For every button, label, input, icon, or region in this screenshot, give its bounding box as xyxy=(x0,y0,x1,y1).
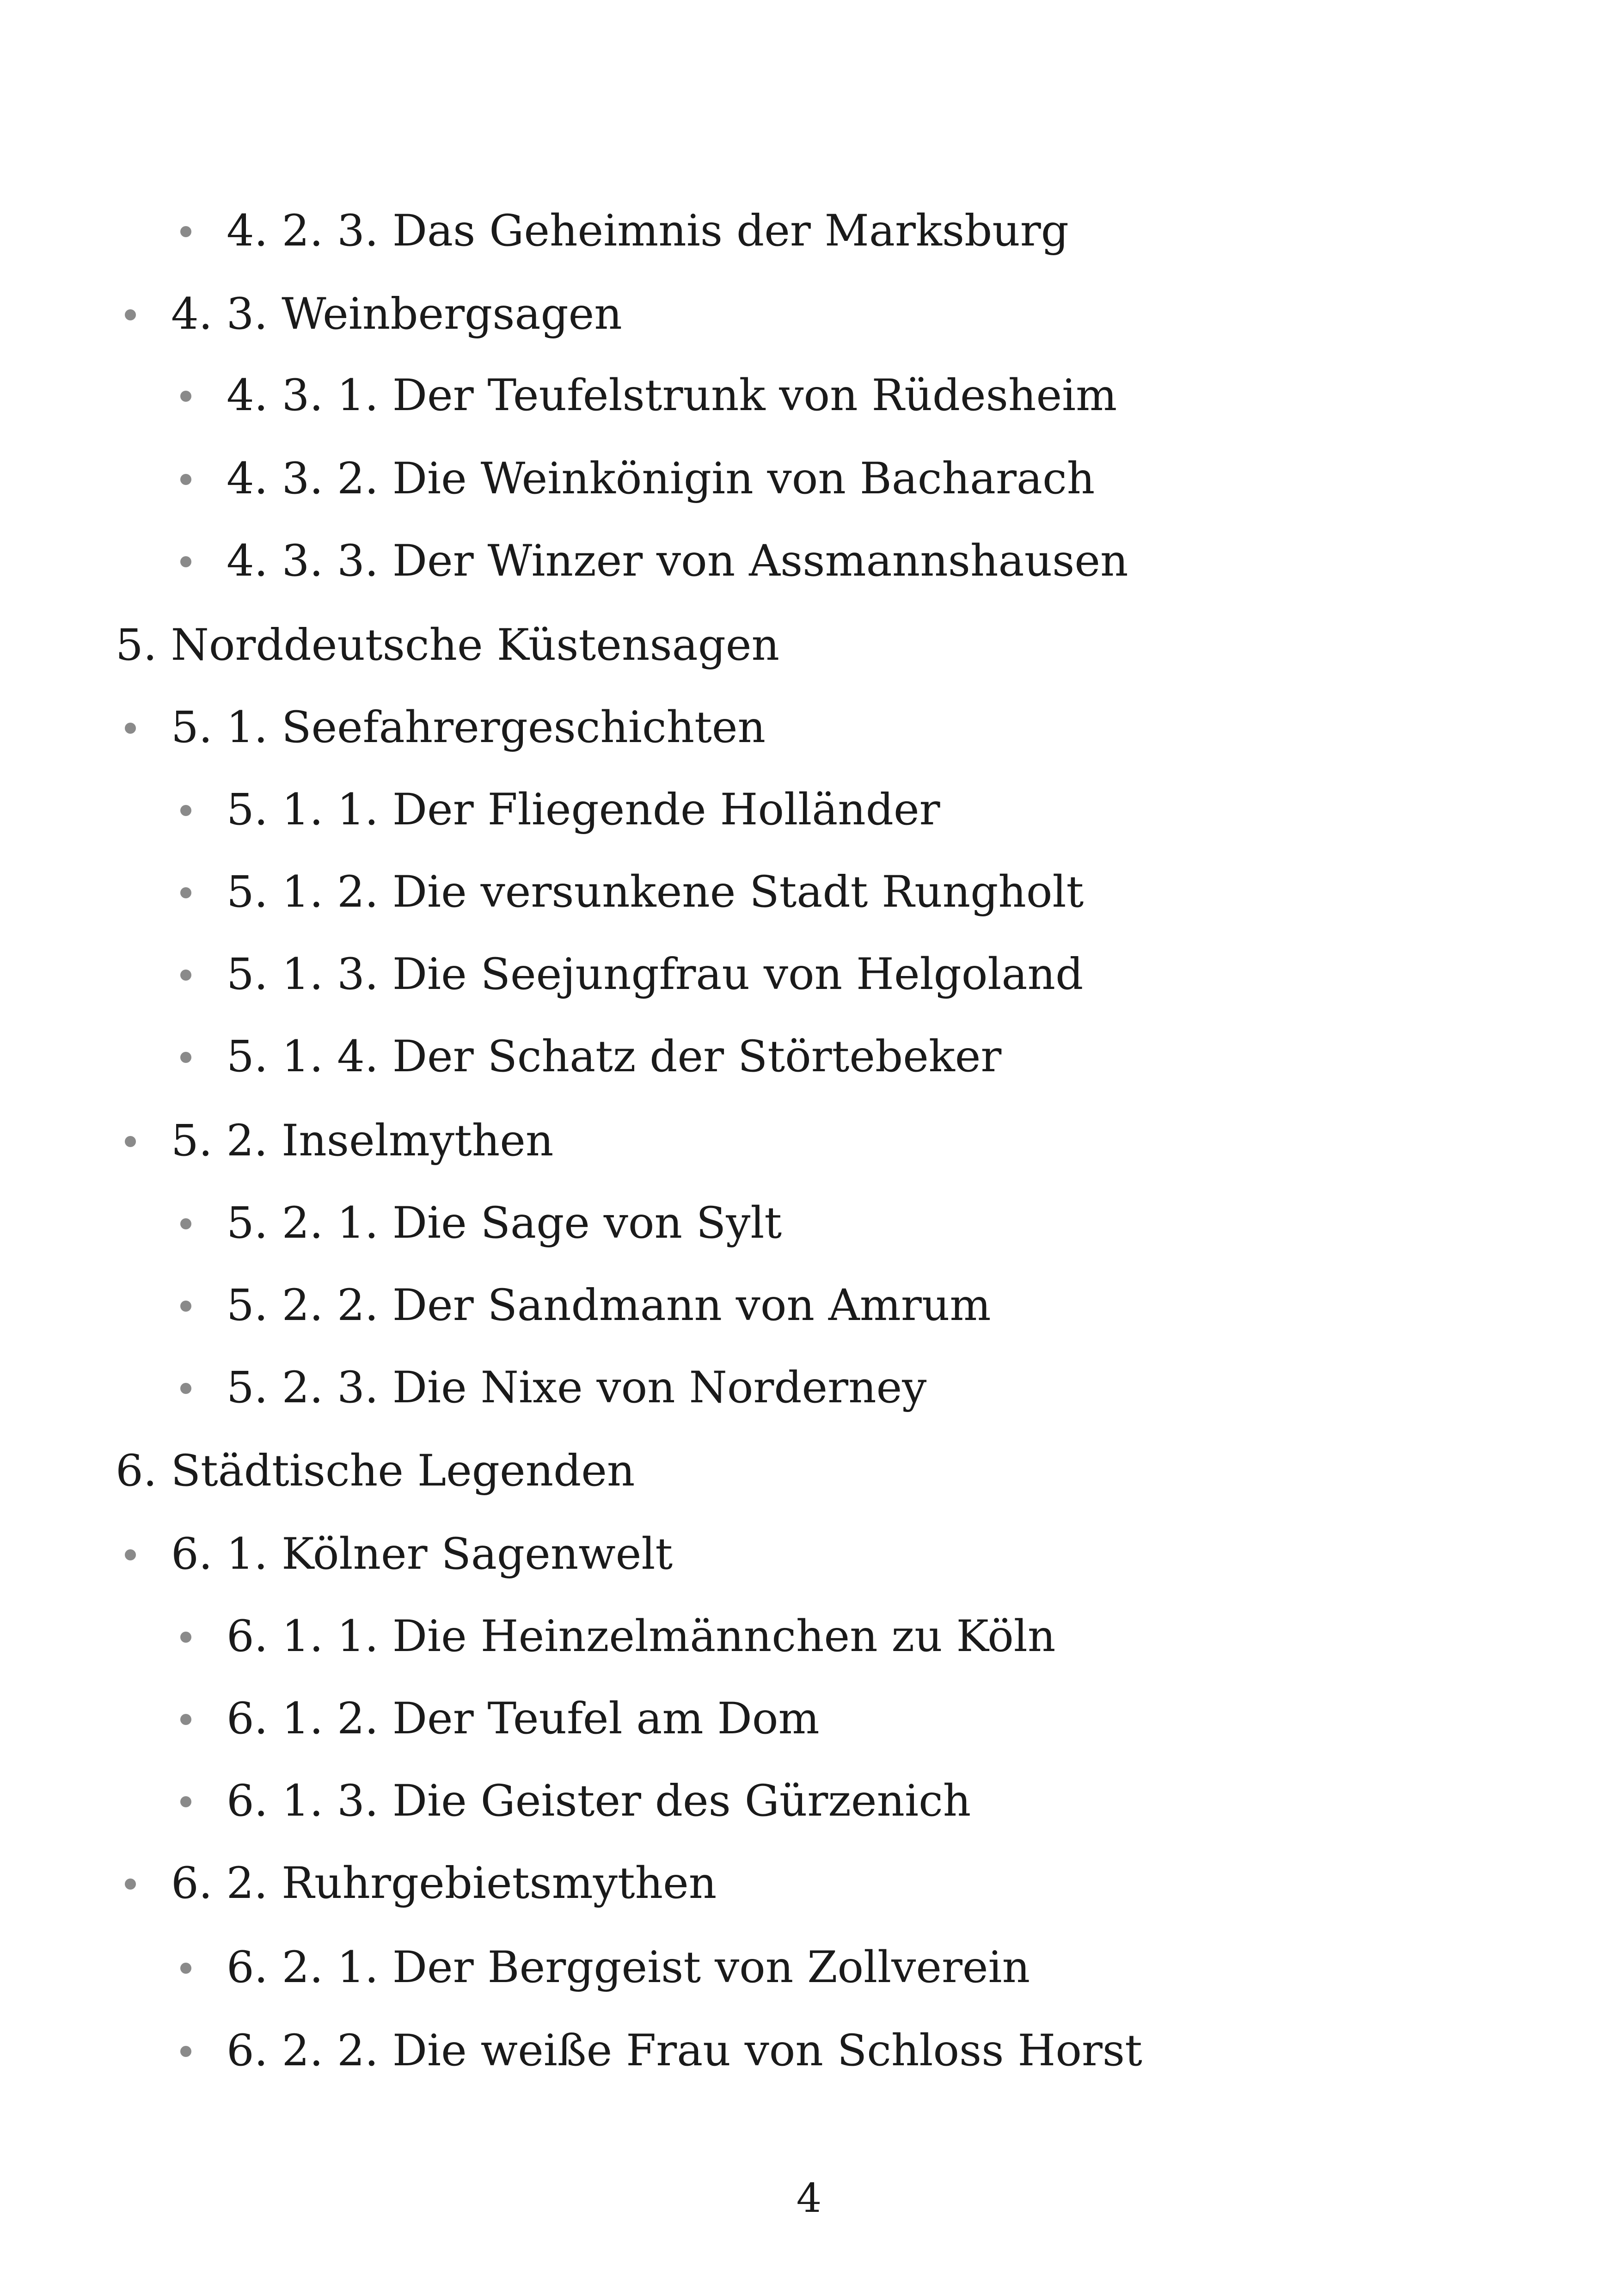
bullet-icon xyxy=(125,1879,136,1890)
toc-entry xyxy=(180,782,940,838)
toc-entry-text: 5. 2. 3. Die Nixe von Norderney xyxy=(227,1363,927,1413)
bullet-icon xyxy=(180,226,191,237)
toc-entry xyxy=(180,1940,1030,1995)
bullet-icon xyxy=(180,556,191,567)
bullet-icon xyxy=(180,474,191,485)
bullet-icon xyxy=(125,1136,136,1147)
toc-entry-text: 5. 2. 2. Der Sandmann von Amrum xyxy=(227,1280,991,1331)
toc-entry-text: 5. 1. 3. Die Seejungfrau von Helgoland xyxy=(227,949,1084,1000)
toc-entry-text: 5. 1. 2. Die versunkene Stadt Rungholt xyxy=(227,867,1084,917)
bullet-icon xyxy=(125,723,136,734)
toc-entry xyxy=(116,618,779,673)
toc-entry-text: 4. 3. 1. Der Teufelstrunk von Rüdesheim xyxy=(227,370,1117,421)
toc-entry xyxy=(180,947,1083,1002)
toc-entry-text: 6. 1. 2. Der Teufel am Dom xyxy=(227,1694,820,1744)
toc-entry-text: 6. 1. 3. Die Geister des Gürzenich xyxy=(227,1776,971,1826)
toc-entry-text: 6. 2. 1. Der Berggeist von Zollverein xyxy=(227,1942,1030,1993)
bullet-icon xyxy=(180,1963,191,1974)
toc-entry-text: 6. 1. 1. Die Heinzelmännchen zu Köln xyxy=(227,1611,1056,1662)
toc-entry-text: 5. 1. 1. Der Fliegende Holländer xyxy=(227,785,940,835)
toc-entry xyxy=(180,865,1084,920)
toc-entry xyxy=(125,1113,553,1169)
bullet-icon xyxy=(180,1301,191,1312)
bullet-icon xyxy=(180,1052,191,1063)
toc-entry-text: 5. 1. 4. Der Schatz der Störtebeker xyxy=(227,1031,1002,1082)
toc-entry-text: 5. 1. Seefahrergeschichten xyxy=(171,702,766,753)
page-number: 4 xyxy=(796,2175,822,2222)
bullet-icon xyxy=(180,970,191,981)
toc-entry xyxy=(180,534,1128,589)
toc-entry xyxy=(125,287,622,342)
toc-entry-text: 6. Städtische Legenden xyxy=(116,1446,635,1496)
bullet-icon xyxy=(180,391,191,402)
toc-entry-text: 4. 3. 2. Die Weinkönigin von Bacharach xyxy=(227,454,1095,504)
toc-entry xyxy=(180,203,1069,259)
toc-entry-text: 4. 3. Weinbergsagen xyxy=(171,289,622,339)
bullet-icon xyxy=(180,805,191,816)
toc-entry xyxy=(180,368,1117,424)
toc-entry xyxy=(125,700,766,755)
toc-entry-text: 4. 3. 3. Der Winzer von Assmannshausen xyxy=(227,536,1128,586)
toc-entry xyxy=(180,1360,926,1416)
toc-entry xyxy=(180,2023,1142,2079)
bullet-icon xyxy=(180,1632,191,1643)
toc-entry-text: 4. 2. 3. Das Geheimnis der Marksburg xyxy=(227,206,1069,256)
toc-entry xyxy=(180,451,1095,507)
bullet-icon xyxy=(125,1549,136,1560)
toc-entry-text: 6. 2. 2. Die weiße Frau von Schloss Horst xyxy=(227,2026,1142,2076)
bullet-icon xyxy=(180,1796,191,1807)
toc-entry-text: 6. 1. Kölner Sagenwelt xyxy=(171,1529,673,1579)
toc-entry xyxy=(180,1774,971,1829)
toc-entry xyxy=(125,1856,717,1911)
bullet-icon xyxy=(180,1383,191,1394)
toc-entry xyxy=(116,1443,635,1499)
toc-entry xyxy=(180,1609,1055,1664)
toc-entry xyxy=(180,1029,1001,1085)
toc-entry xyxy=(180,1278,991,1333)
toc-entry-text: 6. 2. Ruhrgebietsmythen xyxy=(171,1858,717,1909)
toc-entry-text: 5. 2. Inselmythen xyxy=(171,1116,554,1166)
toc-entry xyxy=(125,1527,673,1582)
bullet-icon xyxy=(180,887,191,898)
toc-entry-text: 5. Norddeutsche Küstensagen xyxy=(116,620,780,670)
bullet-icon xyxy=(180,2046,191,2057)
toc-entry xyxy=(180,1196,782,1251)
toc-entry-text: 5. 2. 1. Die Sage von Sylt xyxy=(227,1198,782,1248)
bullet-icon xyxy=(180,1218,191,1229)
bullet-icon xyxy=(125,309,136,320)
bullet-icon xyxy=(180,1714,191,1725)
toc-entry xyxy=(180,1691,820,1747)
